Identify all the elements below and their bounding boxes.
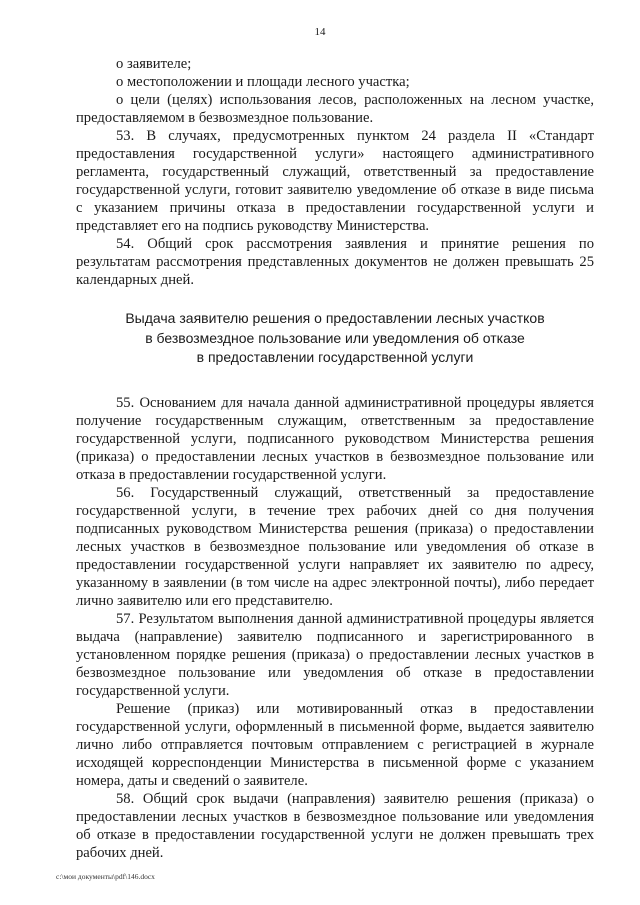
paragraph-57: 57. Результатом выполнения данной административной процедуры является выдача (направление) заявителю подписанного и зарегистрированного в установленном порядке решения (приказа) о предоставлении лесных участков в безвозмездное пользование или уведомления об отказе в предоставлении государственной услуги. [76, 610, 594, 699]
paragraph-53: 53. В случаях, предусмотренных пунктом 24 раздела II «Стандарт предоставления государственной услуги» настоящего административного регламента, государственный служащий, ответственный за предоставление государственной услуги, готовит заявителю уведомление об отказе в виде письма с указанием причины отказа в предоставлении государственной услуги и представляет его на подпись руководству Министерства. [76, 128, 594, 234]
paragraph-58: 58. Общий срок выдачи (направления) заявителю решения (приказа) о предоставлении лесных участков в безвозмездное пользование или уведомления об отказе в предоставлении государственной услуги не должен превышать трех рабочих дней. [76, 790, 594, 861]
paragraph-purpose: о цели (целях) использования лесов, расположенных на лесном участке, предоставляемом в безвозмездное пользование. [76, 92, 594, 126]
paragraph-54: 54. Общий срок рассмотрения заявления и принятие решения по результатам рассмотрения представленных документов не должен превышать 25 календарных дней. [76, 236, 594, 288]
page-number: 14 [314, 26, 326, 38]
document-body [76, 55, 594, 862]
section-heading-line-3: в предоставлении государственной услуги [196, 349, 474, 365]
paragraph-56: 56. Государственный служащий, ответственный за предоставление государственной услуги, в течение трех рабочих дней со дня получения подписанных руководством Министерства решения (приказа) о предоставлении лесных участков в безвозмездное пользование или уведомления об отказе в предоставлении государственной услуги направляет их заявителю по адресу, указанному в заявлении (в том числе на адрес электронной почты), либо передает лично заявителю или его представителю. [76, 484, 594, 609]
section-heading-line-1: Выдача заявителю решения о предоставлении лесных участков [125, 310, 545, 326]
section-heading-line-2: в безвозмездное пользование или уведомления об отказе [145, 329, 525, 346]
section-heading [76, 309, 594, 368]
footer-file-path: c:\мои документы\pdf\146.docx [56, 872, 155, 881]
paragraph-decision: Решение (приказ) или мотивированный отказ в предоставлении государственной услуги, оформленный в письменной форме, выдается заявителю лично либо отправляется почтовым отправлением с регистрацией в журнале исходящей корреспонденции Министерства в письменной форме с указанием номера, даты и сведений о заявителе. [76, 700, 594, 789]
paragraph-55: 55. Основанием для начала данной административной процедуры является получение государственным служащим, ответственным за предоставление государственной услуги, подписанного руководством Министерства решения (приказа) о предоставлении лесных участков в безвозмездное пользование или отказа в предоставлении государственной услуги. [76, 394, 594, 483]
paragraph-location: о местоположении и площади лесного участка; [116, 74, 410, 90]
paragraph-applicant: о заявителе; [116, 56, 192, 72]
